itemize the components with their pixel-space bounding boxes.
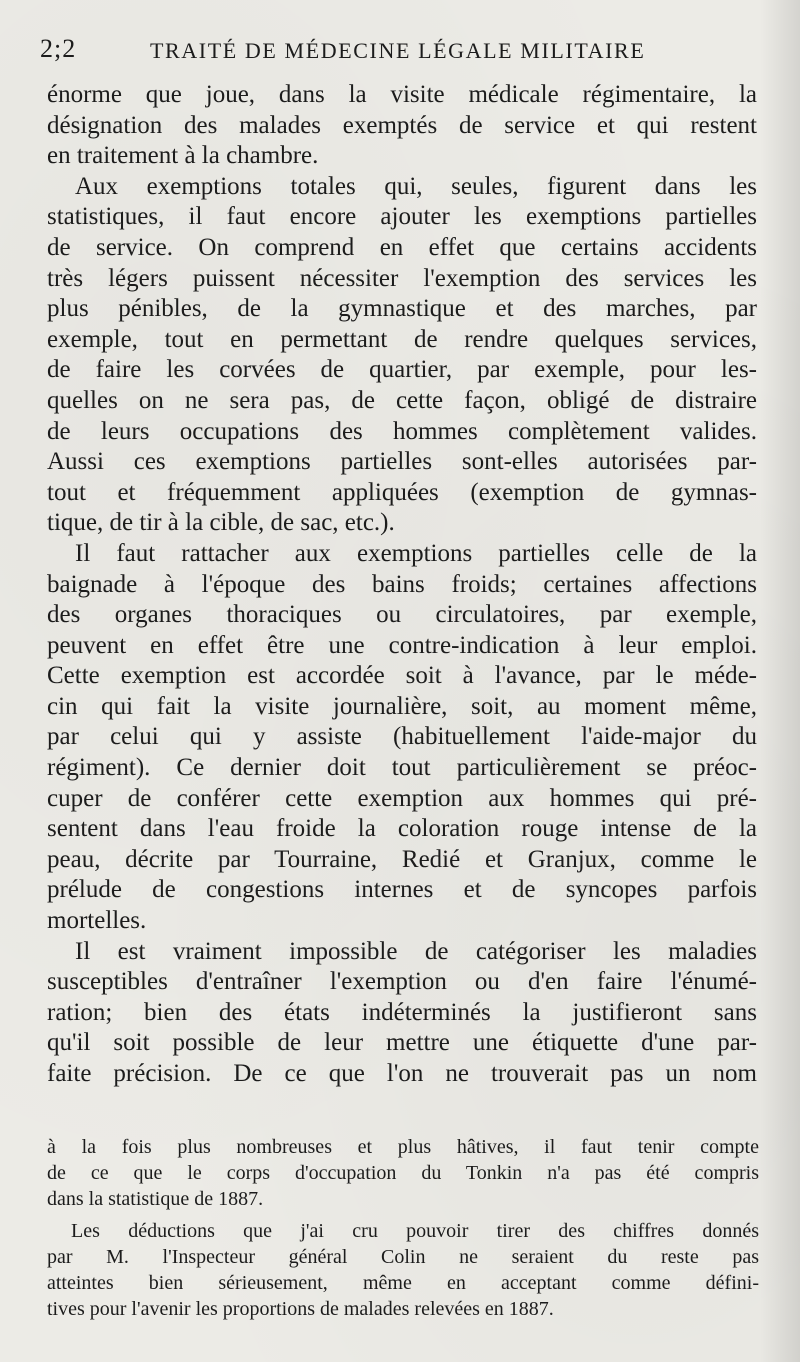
footnote-line: dans la statistique de 1887. — [47, 1188, 264, 1210]
text-line: qu'il soit possible de leur mettre une étiquette d'une par- — [47, 1029, 757, 1057]
footnote-paragraph-start: Les déductions que j'ai cru pouvoir tirer des chiffres donnés — [71, 1220, 759, 1242]
text-line: baignade à l'époque des bains froids; certaines affections — [47, 570, 757, 598]
footnote-line: tives pour l'avenir les proportions de malades relevées en 1887. — [47, 1298, 554, 1320]
text-line: cin qui fait la visite journalière, soit, au moment même, — [47, 692, 757, 720]
text-line: faite précision. De ce que l'on ne trouverait pas un nom — [47, 1060, 757, 1087]
text-line: quelles on ne sera pas, de cette façon, obligé de distraire — [47, 386, 757, 414]
footnote-line: atteintes bien sérieusement, même en acceptant comme défini- — [47, 1272, 759, 1294]
text-line: tique, de tir à la cible, de sac, etc.). — [47, 509, 395, 537]
footnote-line: par M. l'Inspecteur général Colin ne seraient du reste pas — [47, 1246, 759, 1268]
text-line: statistiques, il faut encore ajouter les exemptions partielles — [47, 203, 757, 231]
text-line: par celui qui y assiste (habituellement l'aide-major du — [47, 723, 757, 751]
main-text — [47, 80, 757, 1090]
text-line: en traitement à la chambre. — [47, 142, 319, 170]
page-header — [40, 34, 760, 68]
text-line: de faire les corvées de quartier, par exemple, pour les- — [47, 356, 757, 384]
paragraph-start-line: Il est vraiment impossible de catégoriser les maladies — [75, 937, 757, 965]
text-line: ration; bien des états indéterminés la justifieront sans — [47, 998, 757, 1026]
footnote-line: à la fois plus nombreuses et plus hâtives, il faut tenir compte — [47, 1136, 759, 1158]
text-line: prélude de congestions internes et de syncopes parfois — [47, 876, 757, 904]
page-number: 2;2 — [40, 34, 77, 63]
page-edge-shadow — [760, 0, 800, 1362]
text-line: Aussi ces exemptions partielles sont-elles autorisées par- — [47, 448, 757, 476]
text-line: tout et fréquemment appliquées (exemption de gymnas- — [47, 478, 757, 506]
footnote-line: de ce que le corps d'occupation du Tonkin n'a pas été compris — [47, 1162, 759, 1184]
text-line: des organes thoraciques ou circulatoires, par exemple, — [47, 601, 757, 629]
paragraph-start-line: Aux exemptions totales qui, seules, figurent dans les — [75, 172, 757, 200]
text-line: mortelles. — [47, 907, 147, 935]
text-line: susceptibles d'entraîner l'exemption ou d'en faire l'énumé- — [47, 968, 757, 996]
text-line: exemple, tout en permettant de rendre quelques services, — [47, 325, 757, 353]
running-title: TRAITÉ DE MÉDECINE LÉGALE MILITAIRE — [150, 38, 646, 63]
text-line: sentent dans l'eau froide la coloration rouge intense de la — [47, 815, 757, 843]
text-line: de service. On comprend en effet que certains accidents — [47, 233, 757, 261]
text-line: peau, décrite par Tourraine, Redié et Granjux, comme le — [47, 845, 757, 873]
text-line: Cette exemption est accordée soit à l'avance, par le méde- — [47, 662, 757, 690]
text-line: désignation des malades exemptés de service et qui restent — [47, 111, 757, 139]
text-line: très légers puissent nécessiter l'exemption des services les — [47, 264, 757, 292]
text-line: peuvent en effet être une contre-indication à leur emploi. — [47, 631, 757, 659]
text-line: plus pénibles, de la gymnastique et des marches, par — [47, 295, 757, 323]
text-line: régiment). Ce dernier doit tout particulièrement se préoc- — [47, 754, 757, 782]
paragraph-start-line: Il faut rattacher aux exemptions partielles celle de la — [75, 539, 757, 567]
text-line: de leurs occupations des hommes complètement valides. — [47, 417, 757, 445]
text-line: cuper de conférer cette exemption aux hommes qui pré- — [47, 784, 757, 812]
text-line: énorme que joue, dans la visite médicale régimentaire, la — [47, 81, 757, 108]
footnotes — [47, 1134, 759, 1322]
